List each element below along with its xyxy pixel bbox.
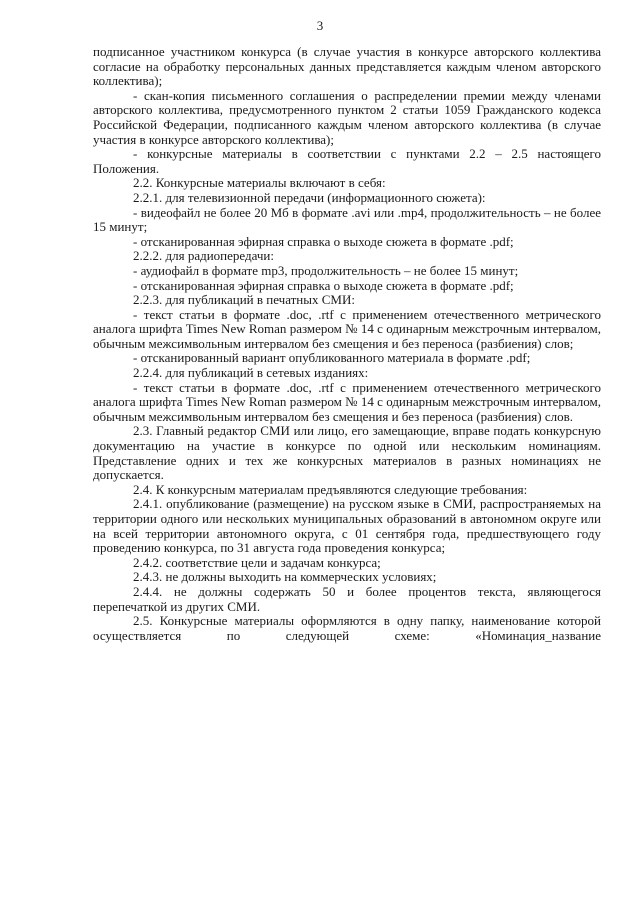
subsection-heading: 2.2.2. для радиопередачи:	[133, 248, 274, 264]
section-heading: 2.4. К конкурсным материалам предъявляются следующие требования:	[133, 481, 528, 497]
paragraph: 2.4.1. опубликование (размещение) на русском языке в СМИ, распространяемых на территории одного или нескольких муниципальных образований в автономном округе или на всей территории автономного округа, с 01 сентября года, предшествующего году проведению конкурса, по 31 августа года проведения конкурса;	[93, 496, 601, 556]
list-item: - аудиофайл в формате mp3, продолжительность – не более 15 минут;	[133, 262, 519, 278]
paragraph: 2.4.4. не должны содержать 50 и более процентов текста, являющегося перепечаткой из других СМИ.	[93, 583, 601, 614]
paragraph: - конкурсные материалы в соответствии с пунктами 2.2 – 2.5 настоящего Положения.	[93, 146, 601, 176]
page-number: 3	[316, 18, 324, 33]
list-item: - текст статьи в формате .doc, .rtf с применением отечественного метрического аналога шрифта Times New Roman размером № 14 с одинарным межстрочным интервалом, обычным межсимвольным интервалом без смещения и без переноса (разбиения) слов;	[93, 306, 601, 351]
paragraph: подписанное участником конкурса (в случае участия в конкурсе авторского коллектива согласие на обработку персональных данных представляется каждым членом авторского коллектива);	[93, 44, 601, 89]
subsection-heading: 2.2.1. для телевизионной передачи (информационного сюжета):	[133, 189, 486, 205]
paragraph: 2.4.3. не должны выходить на коммерческих условиях;	[133, 569, 437, 585]
list-item: - отсканированный вариант опубликованного материала в формате .pdf;	[133, 350, 531, 366]
paragraph: 2.3. Главный редактор СМИ или лицо, его замещающие, вправе подать конкурсную документацию на участие в конкурсе по одной или нескольким номинациям. Представление одних и тех же конкурсных материалов в разных номинациях не допускается.	[93, 423, 601, 483]
subsection-heading: 2.2.3. для публикаций в печатных СМИ:	[133, 292, 355, 308]
document-body	[93, 45, 601, 643]
paragraph: - скан-копия письменного соглашения о распределении премии между членами авторского коллектива, предусмотренного пунктом 2 статьи 1059 Гражданского кодекса Российской Федерации, подписанного каждым членом авторского коллектива (в случае участия в конкурсе авторского коллектива);	[93, 87, 601, 147]
list-item: - отсканированная эфирная справка о выходе сюжета в формате .pdf;	[133, 233, 514, 249]
list-item: - видеофайл не более 20 Мб в формате .avi или .mp4, продолжительность – не более 15 минут;	[93, 204, 601, 235]
paragraph: 2.5. Конкурсные материалы оформляются в одну папку, наименование которой осуществляется по следующей схеме: «Номинация_название	[93, 613, 601, 643]
section-heading: 2.2. Конкурсные материалы включают в себя:	[133, 175, 386, 191]
list-item: - отсканированная эфирная справка о выходе сюжета в формате .pdf;	[133, 277, 514, 293]
paragraph: 2.4.2. соответствие цели и задачам конкурса;	[133, 554, 381, 570]
list-item: - текст статьи в формате .doc, .rtf с применением отечественного метрического аналога шрифта Times New Roman размером № 14 с одинарным межстрочным интервалом, обычным межсимвольным интервалом без смещения и без переноса (разбиения) слов.	[93, 379, 601, 424]
subsection-heading: 2.2.4. для публикаций в сетевых изданиях:	[133, 365, 369, 381]
